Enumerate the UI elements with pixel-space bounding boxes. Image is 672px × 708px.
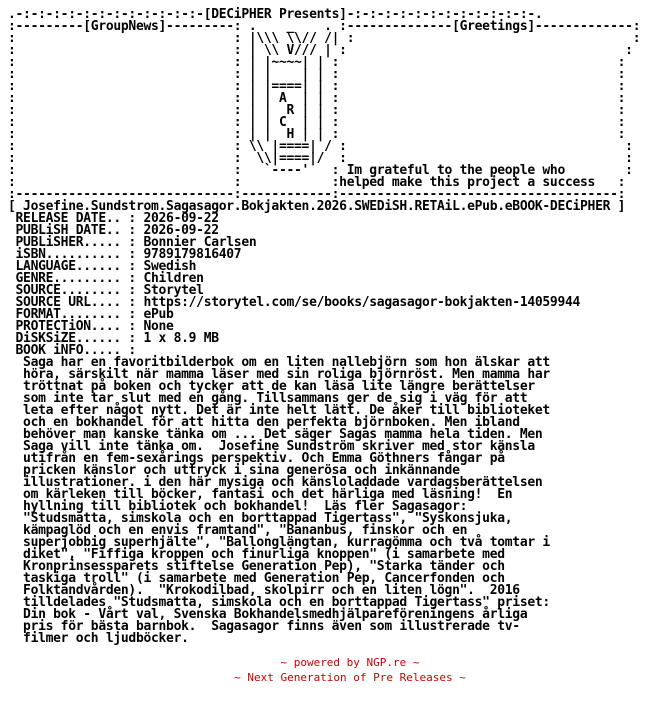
nfo-line: : : | | A | | : : (8, 91, 626, 106)
nfo-line: :-----------------------------:------------:-------------------------------------: (8, 187, 626, 202)
nfo-line: "Studsmatta, simskola och en borttappad Tigertass", "Syskonsjuka, (8, 511, 513, 526)
nfo-line: tilldelades "Studsmatta, simskola och en borttappad Tigertass" priset: (8, 595, 550, 610)
nfo-line: : : | | | | : : (8, 67, 626, 82)
nfo-line: och en bokhandel för att hitta den perfekta björnboken. Men ibland (8, 415, 520, 430)
nfo-line: [ Josefine.Sundstrom.Sagasagor.Bokjakten.2026.SWEDiSH.RETAiL.ePub.eBOOK-DECiPHER ] (8, 199, 626, 214)
footer-tagline: ~ Next Generation of Pre Releases ~ (234, 671, 466, 684)
nfo-line: Saga har en favoritbilderbok om en liten nallebjörn som hon älskar att (8, 355, 550, 370)
nfo-line: iSBN.......... : 9789179816407 (8, 247, 242, 262)
nfo-line: utifrån en fem-sexårings perspektiv. Och Emma Göthners fångar på (8, 451, 505, 466)
nfo-line: : : :helped make this project a success : (8, 175, 626, 190)
nfo-text-block (8, 9, 640, 645)
nfo-line: Folktandvården). "Krokodilbad, skolpirr och en liten lögn". 2016 (8, 583, 520, 598)
nfo-line: som inte tar slut med en gång. Tillsammans ger de sig i väg för att (8, 391, 528, 406)
nfo-line: superjobbig superhjälte", "Ballonglängtan, kurragömma och två tomtar i (8, 535, 550, 550)
nfo-line: : : |\\\ \\// /| : : (8, 31, 641, 46)
nfo-line: Din bok - Vårt val, Svenska Bokhandelsmedhjälpareföreningens årliga (8, 607, 528, 622)
nfo-line: : : `----' : Im grateful to the people who : (8, 163, 633, 178)
nfo-line: tröttnat på boken och tycker att de kan läsa lite längre berättelser (8, 379, 535, 394)
nfo-line: DiSKSiZE...... : 1 x 8.9 MB (8, 331, 219, 346)
nfo-line: taskiga troll" (i samarbete med Generation Pep, Cancerfonden och (8, 571, 505, 586)
nfo-line: : : | |====| | : : (8, 79, 626, 94)
nfo-line: : : | |~~~~| | : : (8, 55, 626, 70)
nfo-line: SOURCE........ : Storytel (8, 283, 204, 298)
nfo-line: hyllning till bibliotek och bokhandel! Läs fler Sagasagor: (8, 499, 468, 514)
nfo-line: : : \\|====|/ : : (8, 151, 633, 166)
nfo-line: pris för bästa barnbok. Sagasagor finns även som illustrerade tv- (8, 619, 520, 634)
nfo-line: PUBLiSHER..... : Bonnier Carlsen (8, 235, 257, 250)
nfo-line: :---------[GroupNews]---------: . _ . :--------------[Greetings]-------------: (8, 19, 641, 34)
nfo-line: PROTECTiON.... : None (8, 319, 174, 334)
nfo-line: behöver man kanske tänka om ... Det säger Sagas mamma hela tiden. Men (8, 427, 543, 442)
nfo-line: Kronprinsessparets stiftelse Generation Pep), "Starka tänder och (8, 559, 505, 574)
nfo-line: RELEASE DATE.. : 2026-09-22 (8, 211, 219, 226)
nfo-line: kämpaglöd och en envis framtand", "Bananbus, finskor och en (8, 523, 468, 538)
nfo-line: SOURCE URL.... : https://storytel.com/se/books/sagasagor-bokjakten-14059944 (8, 295, 581, 310)
nfo-line: om kärleken till böcker, fantasi och det härliga med läsning! En (8, 487, 513, 502)
nfo-line: leta efter något nytt. Det är inte helt lätt. De åker till biblioteket (8, 403, 550, 418)
nfo-line: : : | | H | | : : (8, 127, 626, 142)
nfo-line: Saga vill inte tänka om. Josefine Sundström skriver med stor känsla (8, 439, 535, 454)
nfo-line: höra, särskilt när mamma läser med sin roliga björnröst. Men mamma har (8, 367, 550, 382)
nfo-line: BOOK iNFO..... : (8, 343, 136, 358)
nfo-line: FORMAT........ : ePub (8, 307, 174, 322)
nfo-line: : : \\ |====| / : : (8, 139, 633, 154)
nfo-line: LANGUAGE...... : Swedish (8, 259, 197, 274)
nfo-line: .-:-:-:-:-:-:-:-:-:-:-:-:-[DECiPHER Presents]-:-:-:-:-:-:-:-:-:-:-:-:-. (8, 7, 543, 22)
nfo-line: filmer och ljudböcker. (8, 631, 189, 646)
nfo-line: : : | | C | | : : (8, 115, 626, 130)
nfo-line: : : | | R | | : : (8, 103, 626, 118)
nfo-line: illustrationer. i den här mysiga och känsloladdade vardagsberättelsen (8, 475, 543, 490)
nfo-line: diket", "Fiffiga kroppen och finurliga knoppen" (i samarbete med (8, 547, 505, 562)
footer-powered-by: ~ powered by NGP.re ~ (280, 656, 420, 669)
nfo-line: pricken känslor och uttryck i sina generösa och inkännande (8, 463, 460, 478)
nfo-line: PUBLiSH DATE.. : 2026-09-22 (8, 223, 219, 238)
nfo-line: GENRE......... : Children (8, 271, 204, 286)
nfo-line: : : | \\ V/// | : : (8, 43, 633, 58)
